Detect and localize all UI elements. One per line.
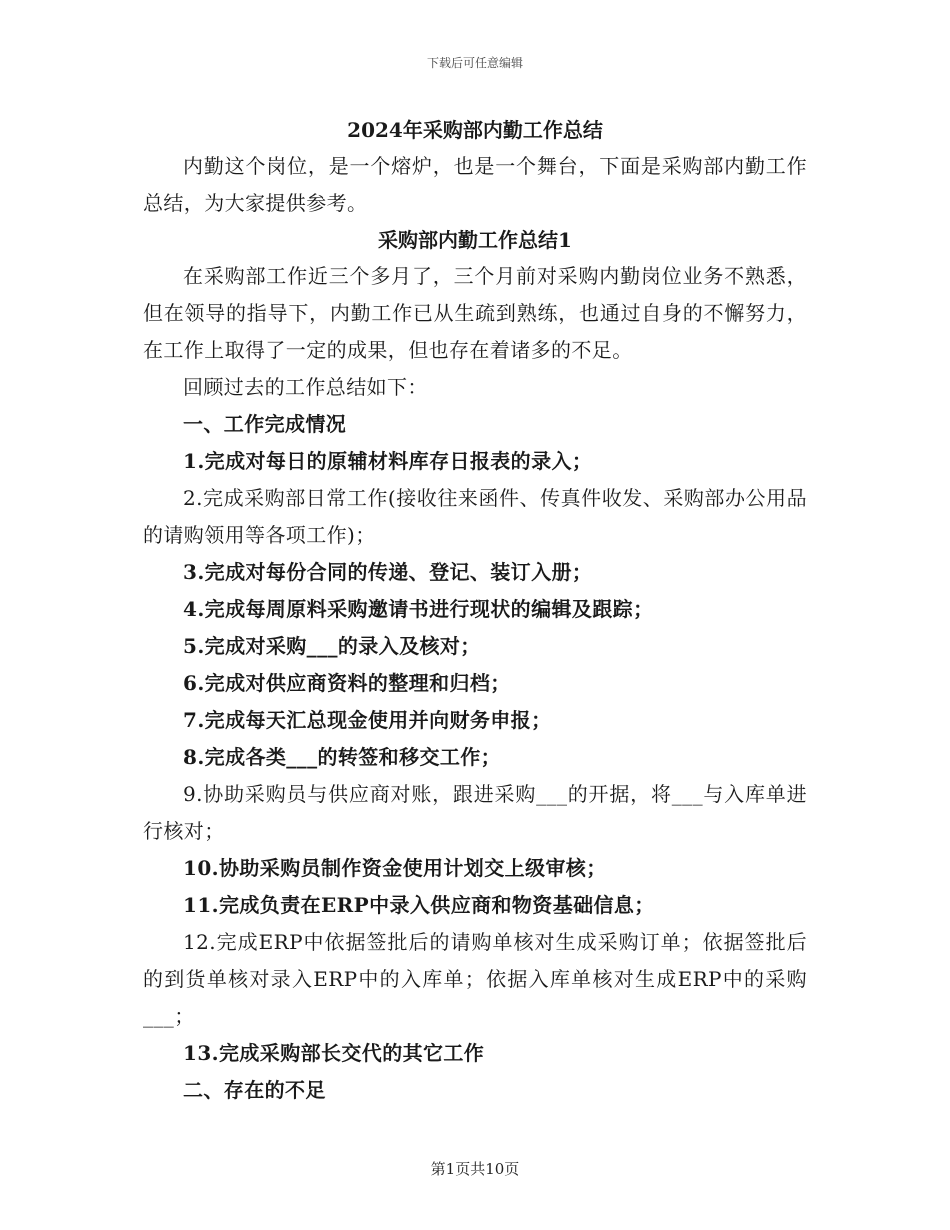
list-item: 11.完成负责在ERP中录入供应商和物资基础信息； <box>183 893 655 917</box>
page-header: 下载后可任意编辑 <box>426 56 523 70</box>
list-item: 10.协助采购员制作资金使用计划交上级审核； <box>183 856 607 880</box>
list-item: 13.完成采购部长交代的其它工作 <box>183 1041 485 1065</box>
paragraph-1: 在采购部工作近三个多月了，三个月前对采购内勤岗位业务不熟悉，但在领导的指导下，内勤工作已从生疏到熟练，也通过自身的不懈努力，在工作上取得了一定的成果，但也存在着诸多的不足。 <box>143 264 807 362</box>
list-item: 6.完成对供应商资料的整理和归档； <box>183 671 511 695</box>
list-item: 8.完成各类___的转签和移交工作； <box>183 745 502 769</box>
section-title: 采购部内勤工作总结1 <box>378 228 572 252</box>
review-line: 回顾过去的工作总结如下： <box>183 375 428 399</box>
heading-shortcomings: 二、存在的不足 <box>183 1078 326 1102</box>
list-item: 5.完成对采购___的录入及核对； <box>183 634 481 658</box>
heading-work-completion: 一、工作完成情况 <box>183 412 347 436</box>
list-item: 4.完成每周原料采购邀请书进行现状的编辑及跟踪； <box>183 597 654 621</box>
list-item: 12.完成ERP中依据签批后的请购单核对生成采购订单；依据签批后的到货单核对录入ERP中的入库单；依据入库单核对生成ERP中的采购___； <box>143 930 807 1028</box>
list-item: 9.协助采购员与供应商对账，跟进采购___的开据，将___与入库单进行核对； <box>143 782 807 843</box>
document-title: 2024年采购部内勤工作总结 <box>347 118 603 142</box>
list-item: 7.完成每天汇总现金使用并向财务申报； <box>183 708 552 732</box>
list-item: 2.完成采购部日常工作(接收往来函件、传真件收发、采购部办公用品的请购领用等各项工作)； <box>143 486 807 547</box>
intro-paragraph: 内勤这个岗位，是一个熔炉，也是一个舞台，下面是采购部内勤工作总结，为大家提供参考。 <box>143 154 807 215</box>
document-body <box>143 112 807 1109</box>
page-footer: 第1页共10页 <box>430 1160 520 1178</box>
list-item: 3.完成对每份合同的传递、登记、装订入册； <box>183 560 593 584</box>
list-item: 1.完成对每日的原辅材料库存日报表的录入； <box>183 449 593 473</box>
